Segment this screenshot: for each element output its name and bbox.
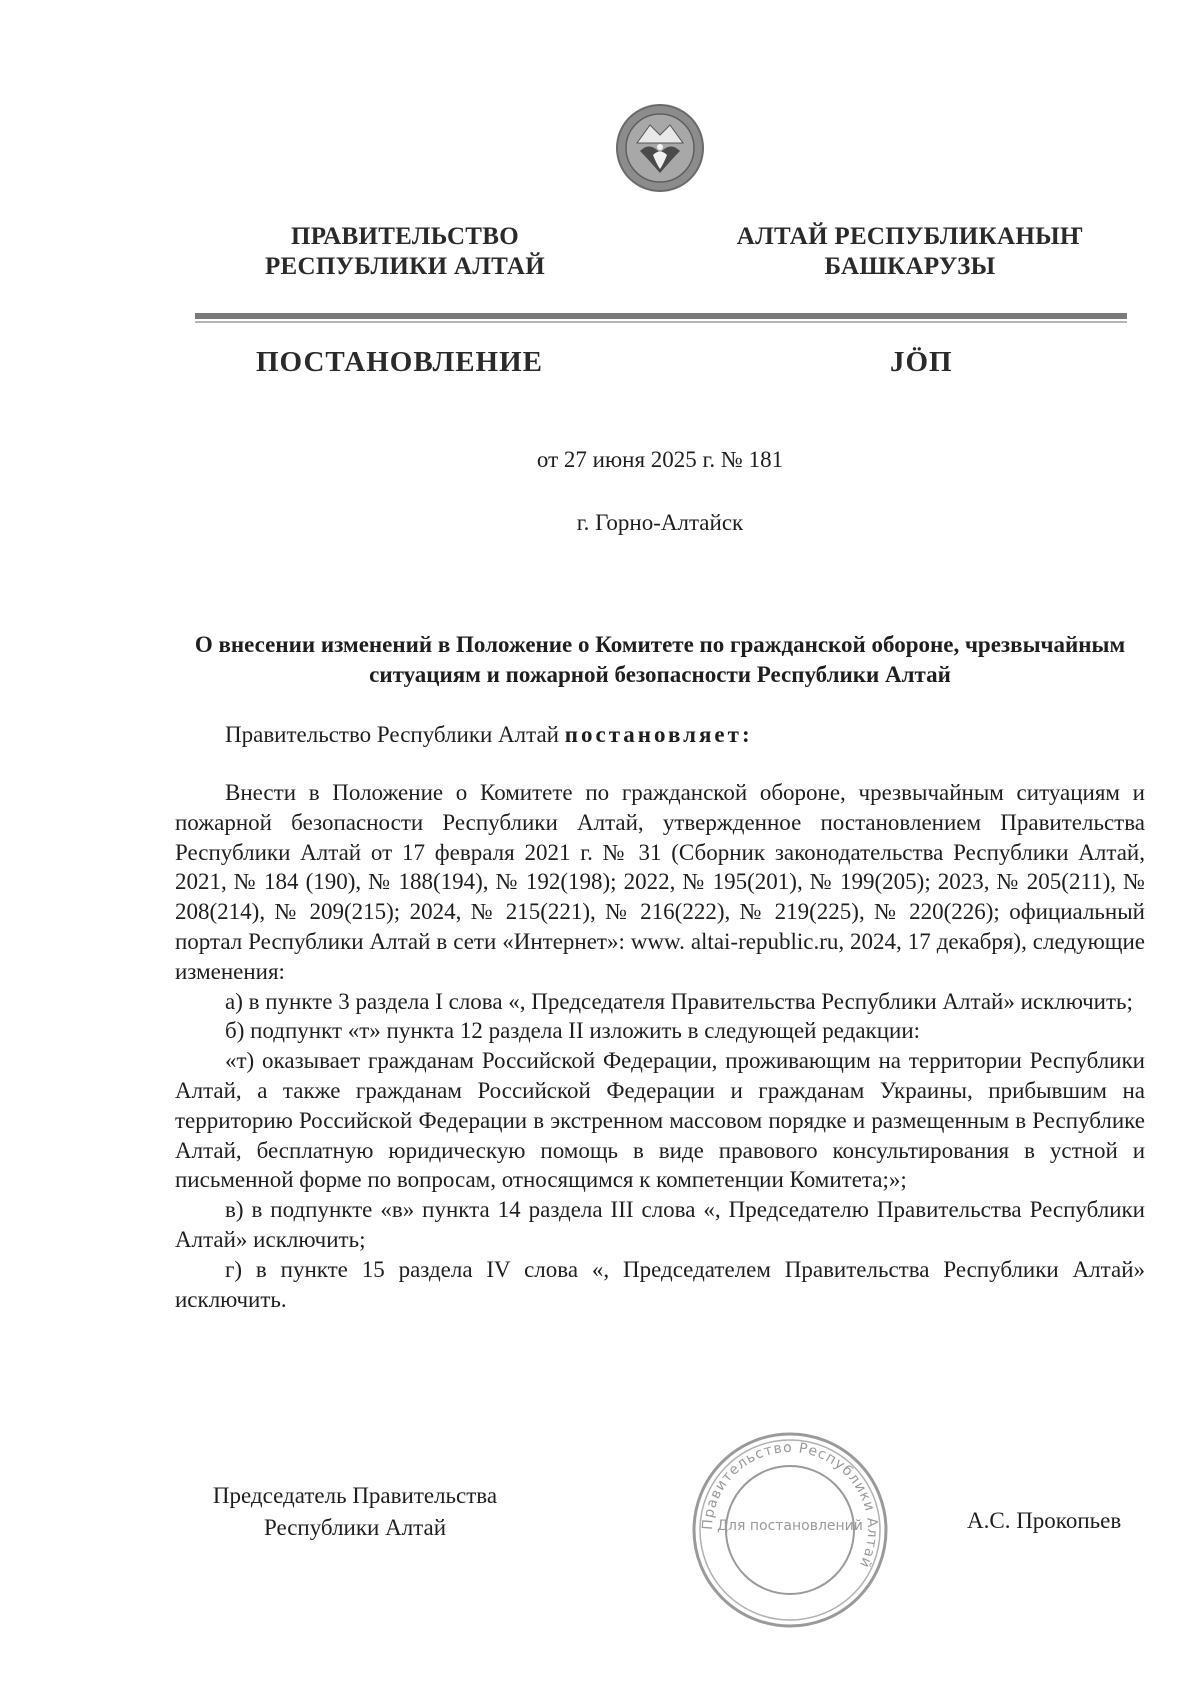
seal-outer-text: Правительство Республики Алтай bbox=[699, 1439, 881, 1571]
document-date: от 27 июня 2025 г. № 181 bbox=[536, 447, 784, 472]
header-left-line1: ПРАВИТЕЛЬСТВО bbox=[291, 223, 519, 250]
body-paragraph: Внести в Положение о Комитете по гражданской обороне, чрезвычайным ситуациям и пожарной безопасности Республики Алтай, утвержденное постановлением Правительства Республики Алтай от 17 февраля 2021 г. № 31 (Сборник законодательства Республики Алтай, 2021, № 184 (190), № 188(194), № 192(198); 2022, № 195(201), № 199(205); 2023, № 205(211), № 208(214), № 209(215); 2024, № 215(221), № 216(222), № 219(225), № 220(226); официальный портал Республики Алтай в сети «Интернет»: www. altai-republic.ru, 2024, 17 декабря), следующие изменения: bbox=[175, 780, 1145, 984]
signer-position-line1: Председатель Правительства bbox=[212, 1483, 498, 1508]
header-left-line2: РЕСПУБЛИКИ АЛТАЙ bbox=[264, 253, 545, 280]
body-paragraph: в) в подпункте «в» пункта 14 раздела III слова «, Председателю Правительства Республики Алтай» исключить; bbox=[175, 1197, 1145, 1252]
signer-name: А.С. Прокопьев bbox=[967, 1508, 1122, 1533]
resolve-prefix: Правительство Республики Алтай bbox=[225, 722, 559, 747]
signer-position bbox=[190, 1480, 520, 1544]
header-right-line1: АЛТАЙ РЕСПУБЛИКАНЫҤ bbox=[736, 223, 1084, 250]
header-right bbox=[700, 222, 1120, 282]
header-divider bbox=[195, 313, 1127, 319]
republic-emblem-icon bbox=[615, 103, 705, 193]
document-body bbox=[175, 778, 1145, 1314]
body-paragraph: а) в пункте 3 раздела I слова «, Председателя Правительства Республики Алтай» исключить; bbox=[225, 988, 1133, 1014]
doc-type-right: JÖП bbox=[890, 346, 953, 378]
doc-type-left: ПОСТАНОВЛЕНИЕ bbox=[256, 346, 544, 378]
header-divider-thin bbox=[195, 321, 1127, 323]
official-seal-icon bbox=[690, 1430, 890, 1630]
document-city: г. Горно-Алтайск bbox=[576, 510, 744, 535]
header-left bbox=[195, 222, 615, 282]
resolve-line bbox=[225, 722, 753, 748]
signer-position-line2: Республики Алтай bbox=[263, 1515, 447, 1540]
body-paragraph: «т) оказывает гражданам Российской Федерации, проживающим на территории Республики Алтай, а также гражданам Российской Федерации и гражданам Украины, прибывшим на территорию Российской Федерации в экстренном массовом порядке и размещенным в Республике Алтай, бесплатную юридическую помощь в виде правового консультирования в устной и письменной форме по вопросам, относящимся к компетенции Комитета;»; bbox=[175, 1048, 1145, 1193]
body-paragraph: г) в пункте 15 раздела IV слова «, Председателем Правительства Республики Алтай» исключить. bbox=[175, 1256, 1145, 1312]
header-right-line2: БАШКАРУЗЫ bbox=[824, 253, 996, 280]
seal-inner-text: Для постановлений bbox=[717, 1518, 863, 1534]
document-title: О внесении изменений в Положение о Комитете по гражданской обороне, чрезвычайным ситуациям и пожарной безопасности Республики Алтай bbox=[194, 632, 1126, 687]
resolve-verb: постановляет: bbox=[564, 722, 753, 747]
body-paragraph: б) подпункт «т» пункта 12 раздела II изложить в следующей редакции: bbox=[225, 1018, 921, 1044]
